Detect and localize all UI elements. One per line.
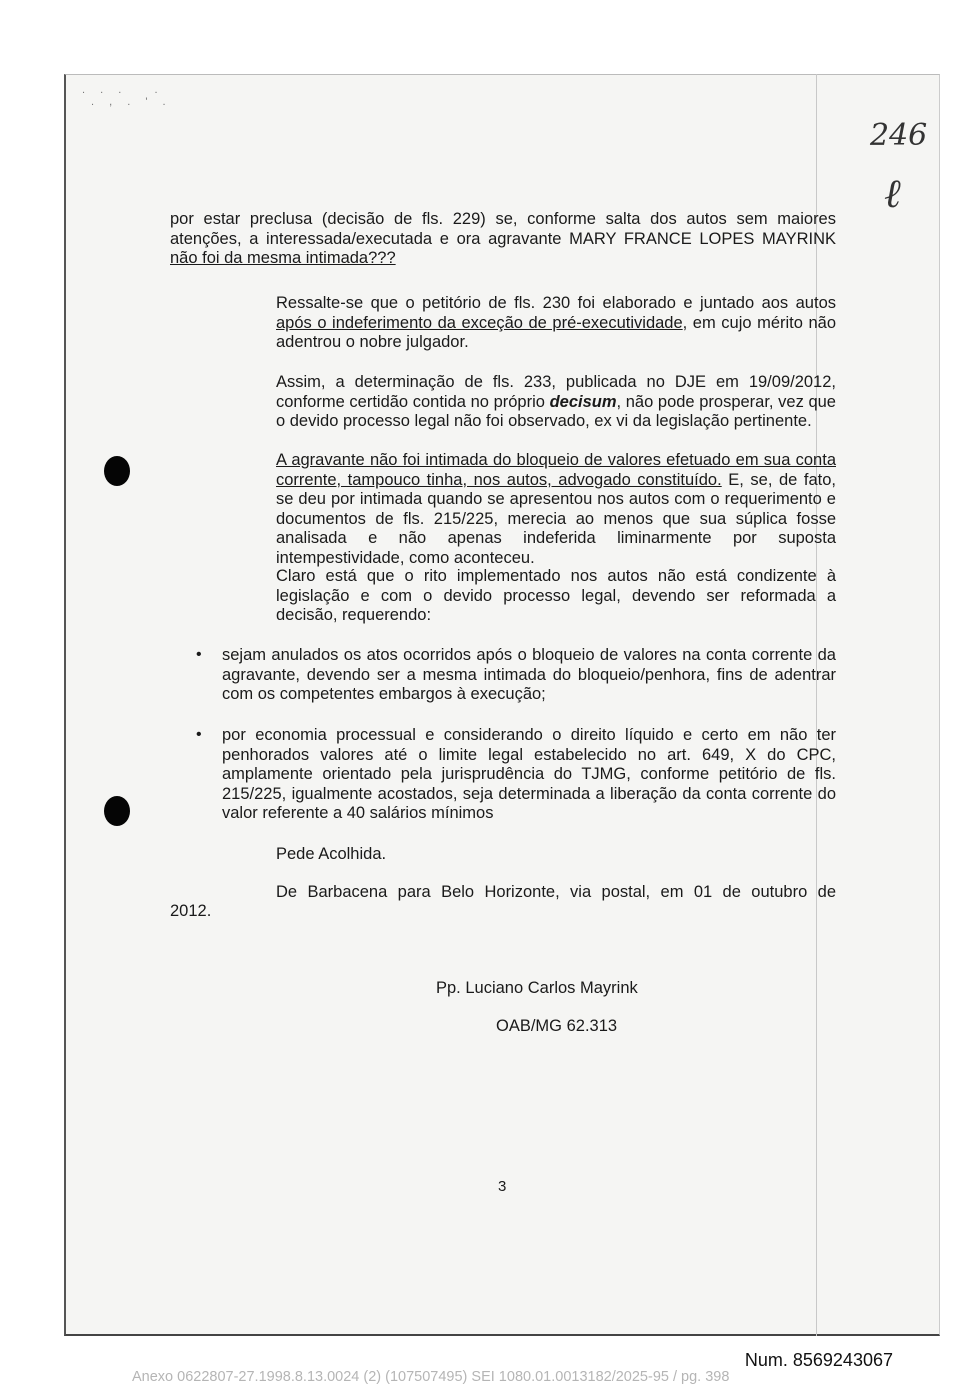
bullet-2-text: por economia processual e considerando o direito líquido e certo em não ter penhorados valores até o limite legal estabelecido no art. 649, X do CPC, amplamente orientado pela jurisprudência do TJMG, conforme petitório de fls. 215/225, igualmente acostados, seja determinada a liberação da conta corrente do valor referente a 40 salários mínimos [222,726,836,823]
paragraph-4-text: E, se, de fato, se deu por intimada quando se apresentou nos autos com o requerimento e documentos de fls. 215/225, merecia ao menos que sua súplica fosse analisada e não apenas indeferida liminarmente por suposta intempestividade, como aconteceu. [276,470,836,567]
scan-specks: . . . . . , . ' . [82,84,172,108]
closing-request: Pede Acolhida. [276,845,387,863]
punch-hole-bottom [104,796,130,826]
paragraph-2-text-start: Ressalte-se que o petitório de fls. 230 foi elaborado e juntado aos autos [276,294,836,312]
paragraph-2-underlined: após o indeferimento da exceção de pré-executividade [276,313,683,332]
paragraph-3-text-end: , não pode prosperar, vez que o devido processo legal não foi observado, ex vi da legislação pertinente. [276,392,836,431]
paragraph-5-text: Claro está que o rito implementado nos autos não está condizente à legislação e com o devido processo legal, devendo ser reformada a decisão, requerendo: [276,567,836,625]
punch-hole-top [104,456,130,486]
bullet-1-text: sejam anulados os atos ocorridos após o bloqueio de valores na conta corrente da agravante, devendo ser a mesma intimada do bloqueio/penhora, fins de adentrar com os competentes embargos à execução; [222,646,836,704]
paragraph-4-underlined: A agravante não foi intimada do bloqueio de valores efetuado em sua conta corrente, tampouco tinha, nos autos, advogado constituído. [276,451,836,489]
paragraph-1-underlined: não foi da mesma intimada??? [170,249,396,268]
paragraph-4 [170,451,836,569]
closing-place-date: De Barbacena para Belo Horizonte, via postal, em 01 de outubro de [276,883,836,901]
handwritten-initial: ℓ [884,171,901,217]
paragraph-1 [170,210,836,269]
paragraph-2-text-end: , em cujo mérito não adentrou o nobre julgador. [276,313,837,352]
paragraph-2 [170,294,836,353]
paragraph-3 [170,373,836,432]
bullet-1-marker: • [196,646,202,663]
paragraph-3-text-start: Assim, a determinação de fls. 233, publicada no DJE em 19/09/2012, conforme certidão contida no próprio [276,373,836,411]
paragraph-5 [170,567,836,626]
annex-reference: Anexo 0622807-27.1998.8.13.0024 (2) (107507495) SEI 1080.01.0013182/2025-95 / pg. 398 [132,1369,730,1385]
bullet-2-marker: • [196,726,202,743]
paragraph-3-emphasis: decisum [549,392,617,411]
paragraph-1-text: por estar preclusa (decisão de fls. 229) se, conforme salta dos autos sem maiores atenções, a interessada/executada e ora agravante MARY FRANCE LOPES MAYRINK [170,210,836,248]
page-number: 3 [498,1178,507,1195]
signatory-oab: OAB/MG 62.313 [496,1017,618,1035]
closing-year: 2012. [170,902,212,920]
signatory-name: Pp. Luciano Carlos Mayrink [436,979,638,997]
document-number: Num. 8569243067 [744,1350,893,1370]
handwritten-folio-number: 246 [870,118,928,153]
